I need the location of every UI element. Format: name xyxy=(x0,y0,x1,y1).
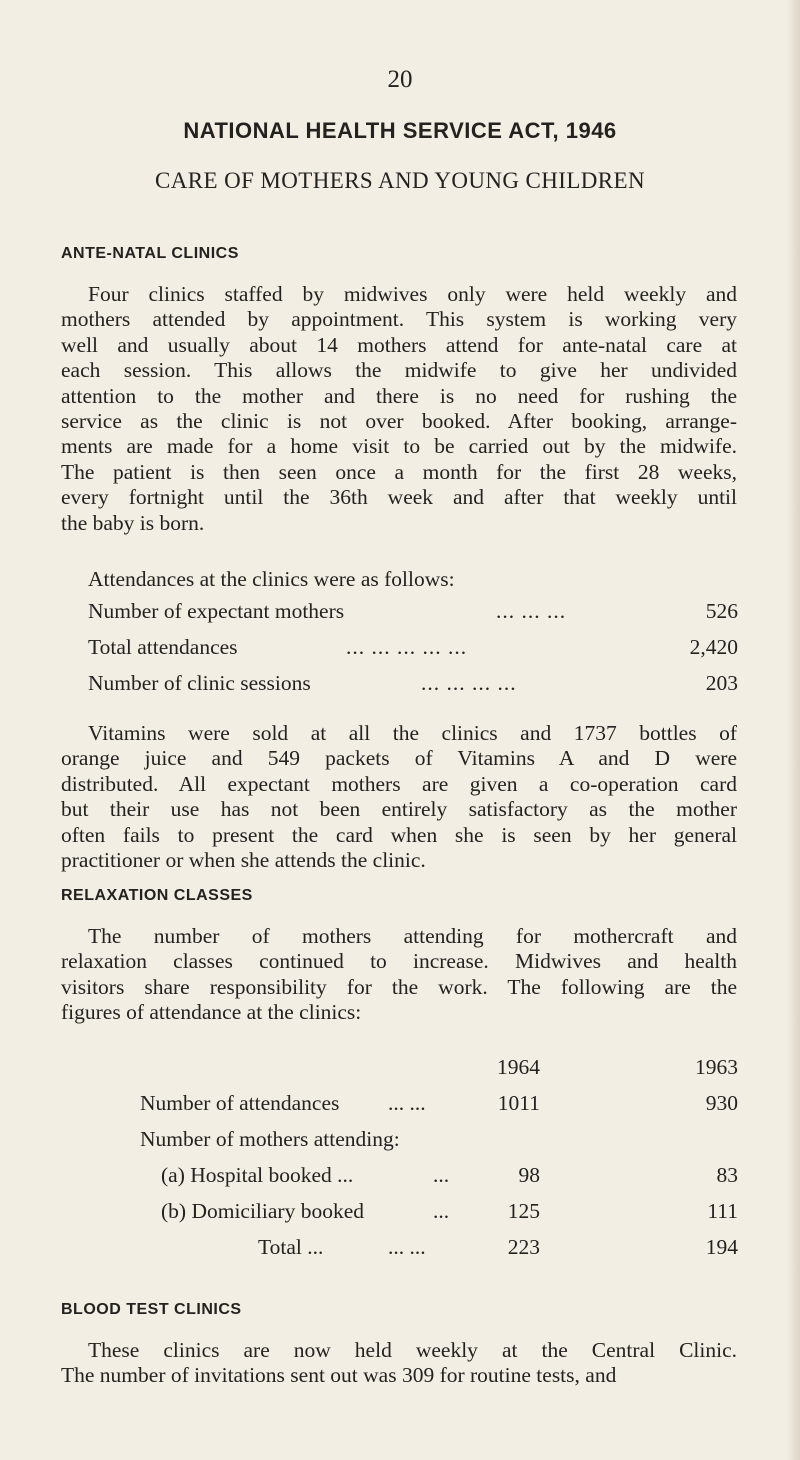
stat-value: 526 xyxy=(705,599,738,623)
text-line: These clinics are now held weekly at the Central Clinic. xyxy=(88,1338,737,1362)
text-line: The patient is then seen once a month for the first 28 weeks, xyxy=(61,459,737,484)
text-line: well and usually about 14 mothers attend for ante-natal care at xyxy=(61,332,737,357)
row-value-1963: 111 xyxy=(707,1199,738,1223)
stat-label: Number of expectant mothers xyxy=(88,599,345,623)
text-line: visitors share responsibility for the work. The following are the xyxy=(61,974,737,999)
row-value-1964: 1011 xyxy=(497,1091,540,1115)
text-line: service as the clinic is not over booked. After booking, arrange- xyxy=(61,409,737,434)
text-line: but their use has not been entirely satisfactory as the mother xyxy=(61,797,737,822)
text-line: each session. This allows the midwife to give her undivided xyxy=(61,358,737,383)
text-line: ments are made for a home visit to be carried out by the midwife. xyxy=(61,434,737,459)
row-label: Total ... xyxy=(258,1235,324,1259)
text-line: the baby is born. xyxy=(61,510,205,535)
table-header-row xyxy=(88,1052,738,1082)
text-line: orange juice and 549 packets of Vitamins A and D were xyxy=(61,746,737,771)
relaxation-paragraph xyxy=(61,924,737,1026)
act-title: NATIONAL HEALTH SERVICE ACT, 1946 xyxy=(183,118,617,143)
text-line: The number of invitations sent out was 309 for routine tests, and xyxy=(61,1363,617,1388)
text-line: Vitamins were sold at all the clinics and 1737 bottles of xyxy=(88,721,737,745)
text-line: attention to the mother and there is no need for rushing the xyxy=(61,383,737,408)
text-line: practitioner or when she attends the clinic. xyxy=(61,848,426,873)
table-row xyxy=(88,1160,738,1190)
row-value-1963: 83 xyxy=(716,1163,738,1187)
vitamins-paragraph xyxy=(61,721,737,873)
text-line: Four clinics staffed by midwives only were held weekly and xyxy=(88,282,737,306)
stat-value: 203 xyxy=(705,671,738,695)
row-label: Number of attendances xyxy=(140,1091,340,1115)
row-leader: ... xyxy=(433,1199,450,1223)
page-number: 20 xyxy=(387,66,413,93)
stat-leader: ... ... ... ... xyxy=(421,671,517,695)
table-row xyxy=(88,1124,738,1154)
text-line: relaxation classes continued to increase. Midwives and health xyxy=(61,949,737,974)
stat-row-sessions xyxy=(88,668,738,698)
text-line: mothers attended by appointment. This system is working very xyxy=(61,307,737,332)
row-leader: ... xyxy=(433,1163,450,1187)
stat-label: Number of clinic sessions xyxy=(88,671,311,695)
row-value-1963: 930 xyxy=(705,1091,738,1115)
row-label: Number of mothers attending: xyxy=(140,1127,400,1151)
row-value-1964: 223 xyxy=(507,1235,540,1259)
text-line: every fortnight until the 36th week and after that weekly until xyxy=(61,485,737,510)
stat-label: Total attendances xyxy=(88,635,238,659)
antenatal-heading: ANTE-NATAL CLINICS xyxy=(61,245,239,262)
blood-test-paragraph xyxy=(61,1338,737,1389)
row-value-1963: 194 xyxy=(705,1235,738,1259)
text-line: distributed. All expectant mothers are given a co-operation card xyxy=(61,771,737,796)
page-edge-shadow xyxy=(786,0,800,1460)
text-line: The number of mothers attending for mothercraft and xyxy=(88,924,737,948)
table-row xyxy=(88,1088,738,1118)
table-row xyxy=(88,1196,738,1226)
column-1964: 1964 xyxy=(497,1055,540,1079)
attendance-intro: Attendances at the clinics were as follows: xyxy=(88,567,455,591)
antenatal-paragraph xyxy=(61,282,737,536)
blood-test-heading: BLOOD TEST CLINICS xyxy=(61,1301,242,1318)
text-line: often fails to present the card when she is seen by her general xyxy=(61,822,737,847)
row-leader: ... ... xyxy=(388,1235,426,1259)
row-leader: ... ... xyxy=(388,1091,426,1115)
text-line: figures of attendance at the clinics: xyxy=(61,1000,362,1025)
stat-leader: ... ... ... xyxy=(496,599,567,623)
section-title: CARE OF MOTHERS AND YOUNG CHILDREN xyxy=(154,168,646,193)
column-1963: 1963 xyxy=(695,1055,738,1079)
row-label: (a) Hospital booked ... xyxy=(161,1163,354,1187)
row-value-1964: 98 xyxy=(518,1163,540,1187)
stat-value: 2,420 xyxy=(689,635,738,659)
table-row-total xyxy=(88,1232,738,1262)
stat-leader: ... ... ... ... ... xyxy=(346,635,468,659)
relaxation-heading: RELAXATION CLASSES xyxy=(61,887,253,904)
stat-row-attendances xyxy=(88,632,738,662)
row-value-1964: 125 xyxy=(507,1199,540,1223)
stat-row-expectant xyxy=(88,596,738,626)
row-label: (b) Domiciliary booked xyxy=(161,1199,365,1223)
